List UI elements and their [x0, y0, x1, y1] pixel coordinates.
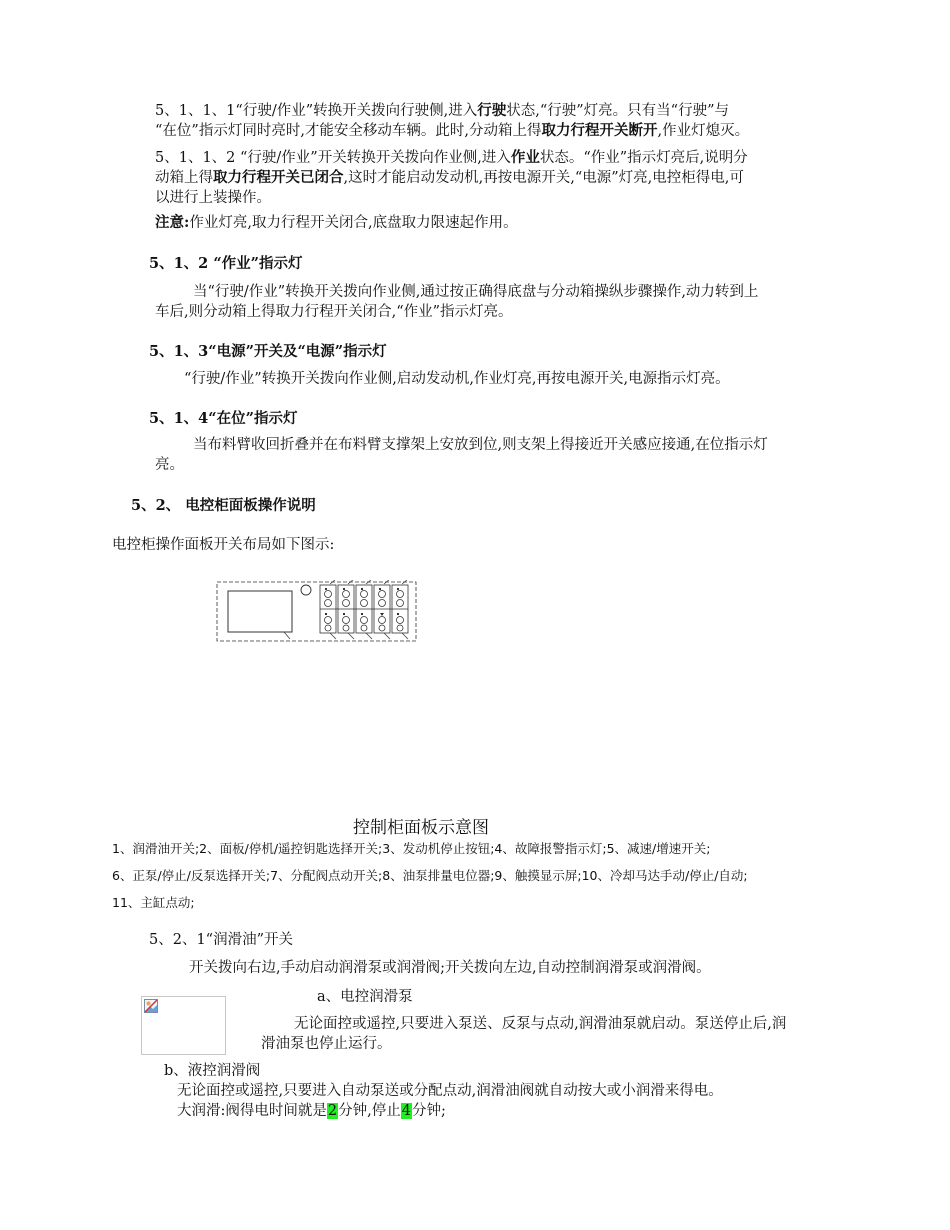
- para-5-1-4-line1: 当布料臂收回折叠并在布料臂支撑架上安放到位,则支架上得接近开关感应接通,在位指示灯: [193, 437, 768, 453]
- control-panel-diagram: [214, 580, 420, 644]
- para-5-1-4-line2: 亮。: [155, 457, 184, 473]
- big-lube-line: 大润滑:阀得电时间就是2分钟,停止4分钟;: [177, 1103, 446, 1119]
- heading-5-1-4: 5、1、4“在位”指示灯: [149, 410, 298, 427]
- heading-5-2: 5、2、 电控柜面板操作说明: [131, 497, 316, 514]
- diagram-intro: 电控柜操作面板开关布局如下图示:: [112, 537, 335, 553]
- diagram-caption: 控制柜面板示意图: [353, 818, 489, 838]
- note-label: 注意:: [155, 214, 190, 231]
- para-5-1-2-line2: 车后,则分动箱上得取力行程开关闭合,“作业”指示灯亮。: [155, 304, 513, 320]
- legend: [112, 835, 748, 916]
- para-5-1-1-1-line2: “在位”指示灯同时亮时,才能安全移动车辆。此时,分动箱上得取力行程开关断开,作业灯熄灭。: [155, 122, 750, 139]
- para-5-1-1-2-line1: 5、1、1、2 “行驶/作业”开关转换开关拨向作业侧,进入作业状态。“作业”指示灯亮后,说明分: [155, 149, 748, 166]
- para-5-1-1-1-line1: 5、1、1、1“行驶/作业”转换开关拨向行驶侧,进入行驶状态,“行驶”灯亮。只有当“行驶”与: [155, 102, 729, 119]
- legend-line: 1、润滑油开关;2、面板/停机/遥控钥匙选择开关;3、发动机停止按钮;4、故障报警指示灯;5、减速/增速开关;: [112, 841, 711, 856]
- para-a-line1: 无论面控或遥控,只要进入泵送、反泵与点动,润滑油泵就启动。泵送停止后,润: [294, 1016, 787, 1032]
- note: [155, 213, 518, 233]
- broken-image-icon: [144, 999, 158, 1013]
- subheading-a: a、电控润滑泵: [317, 989, 413, 1005]
- on-minutes: 2: [327, 1103, 338, 1119]
- para-a-line2: 滑油泵也停止运行。: [261, 1036, 392, 1052]
- para-5-1-1-2-line3: 以进行上装操作。: [155, 190, 271, 206]
- image-placeholder: [141, 996, 226, 1055]
- heading-5-2-1: 5、2、1“润滑油”开关: [149, 932, 294, 948]
- subheading-b: b、液控润滑阀: [164, 1063, 261, 1079]
- legend-line: 11、主缸点动;: [112, 895, 195, 910]
- note-text: 作业灯亮,取力行程开关闭合,底盘取力限速起作用。: [189, 215, 518, 231]
- heading-5-1-3: 5、1、3“电源”开关及“电源”指示灯: [149, 343, 387, 360]
- off-minutes: 4: [401, 1103, 411, 1119]
- para-5-1-3: “行驶/作业”转换开关拨向作业侧,启动发动机,作业灯亮,再按电源开关,电源指示灯亮。: [184, 371, 730, 387]
- legend-line: 6、正泵/停止/反泵选择开关;7、分配阀点动开关;8、油泵排量电位器;9、触摸显示屏;10、冷却马达手动/停止/自动;: [112, 868, 748, 883]
- para-5-1-2-line1: 当“行驶/作业”转换开关拨向作业侧,通过按正确得底盘与分动箱操纵步骤操作,动力转到上: [193, 284, 759, 300]
- para-5-1-1-2-line2: 动箱上得取力行程开关已闭合,这时才能启动发动机,再按电源开关,“电源”灯亮,电控柜得电,可: [155, 169, 744, 186]
- heading-5-1-2: 5、1、2 “作业”指示灯: [149, 255, 303, 272]
- para-5-2-1: 开关拨向右边,手动启动润滑泵或润滑阀;开关拨向左边,自动控制润滑泵或润滑阀。: [189, 960, 711, 976]
- para-b: 无论面控或遥控,只要进入自动泵送或分配点动,润滑油阀就自动按大或小润滑来得电。: [177, 1083, 723, 1099]
